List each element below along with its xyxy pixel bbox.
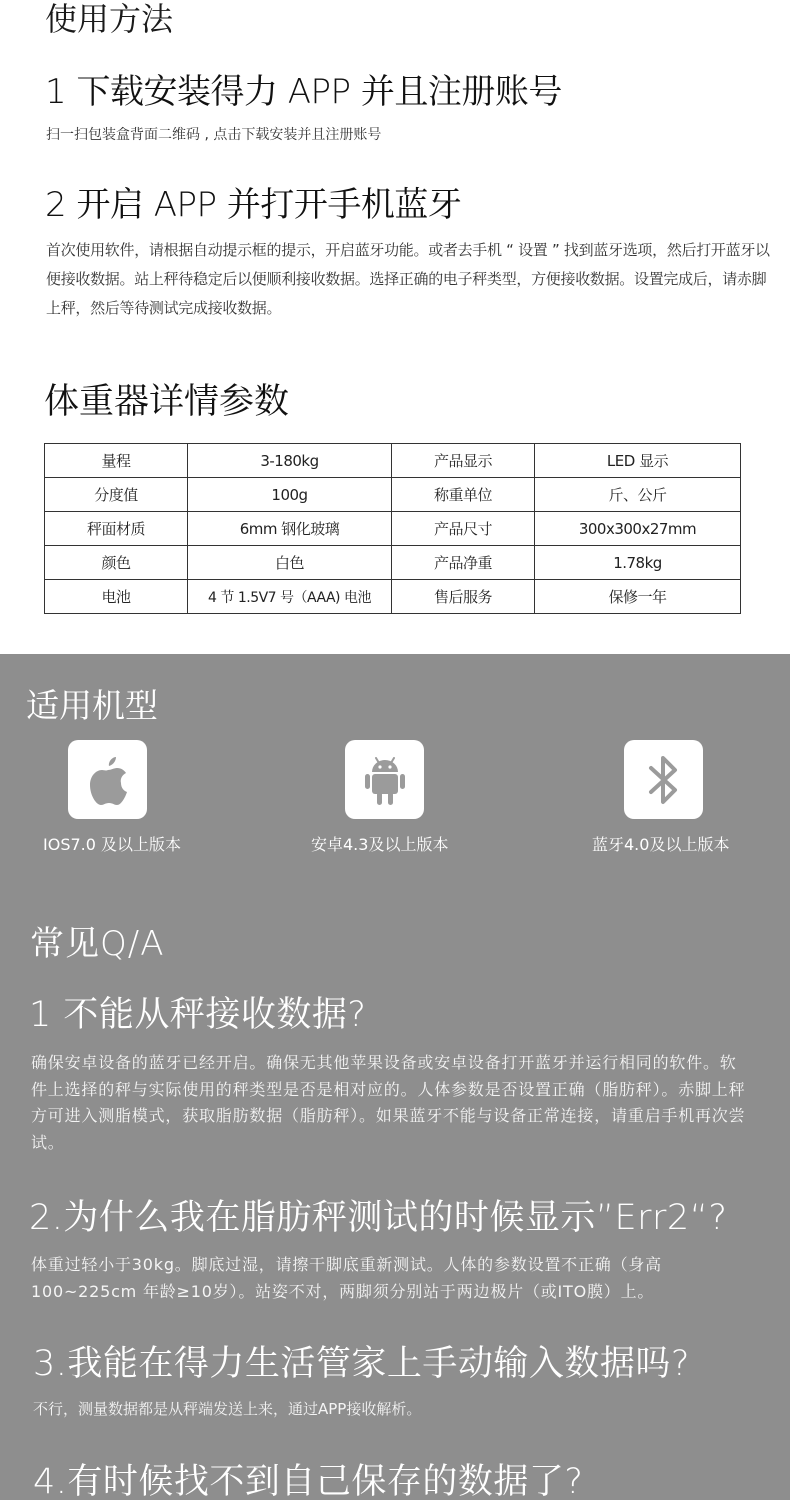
spec-table: [44, 443, 741, 614]
spec-title: 体重器详情参数: [44, 382, 290, 422]
spec-value: 4 节 1.5V7 号（AAA) 电池: [188, 580, 392, 614]
compat-faq-section: [0, 654, 790, 1500]
table-row: [45, 512, 741, 546]
bluetooth-label: 蓝牙4.0及以上版本: [592, 835, 730, 854]
spec-label: 产品净重: [392, 546, 535, 580]
faq-title: 常见Q/A: [30, 924, 165, 964]
faq-question-4: 4.有时候找不到自己保存的数据了?: [33, 1462, 584, 1502]
spec-value: LED 显示: [535, 444, 741, 478]
spec-label: 称重单位: [392, 478, 535, 512]
spec-value: 3-180kg: [188, 444, 392, 478]
spec-value: 保修一年: [535, 580, 741, 614]
step2-title: 2 开启 APP 并打开手机蓝牙: [45, 185, 462, 225]
table-row: [45, 444, 741, 478]
faq-answer-1: 确保安卓设备的蓝牙已经开启。确保无其他苹果设备或安卓设备打开蓝牙并运行相同的软件。软件上选择的秤与实际使用的秤类型是否是相对应的。人体参数是否设置正确（脂肪秤）。赤脚上秤方可进入测脂模式，获取脂肪数据（脂肪秤）。如果蓝牙不能与设备正常连接，请重启手机再次尝试。: [31, 1053, 746, 1152]
android-icon: [363, 752, 407, 808]
usage-section: [0, 0, 790, 654]
spec-value: 6mm 钢化玻璃: [188, 512, 392, 546]
spec-label: 电池: [45, 580, 188, 614]
spec-label: 颜色: [45, 546, 188, 580]
android-app-box: [345, 740, 424, 819]
faq-question-2: 2.为什么我在脂肪秤测试的时候显示”Err2“?: [29, 1198, 728, 1238]
android-label: 安卓4.3及以上版本: [311, 835, 449, 854]
apple-icon: [83, 753, 133, 807]
faq-answer-2: 体重过轻小于30kg。脚底过湿，请擦干脚底重新测试。人体的参数设置不正确（身高100~225cm 年龄≥10岁）。站姿不对，两脚须分别站于两边极片（或ITO膜）上。: [31, 1255, 662, 1301]
spec-value: 300x300x27mm: [535, 512, 741, 546]
ios-label: IOS7.0 及以上版本: [43, 835, 182, 854]
faq-question-1: 1 不能从秤接收数据?: [29, 995, 367, 1035]
spec-label: 分度值: [45, 478, 188, 512]
spec-label: 产品尺寸: [392, 512, 535, 546]
spec-label: 售后服务: [392, 580, 535, 614]
apple-app-box: [68, 740, 147, 819]
faq-question-3: 3.我能在得力生活管家上手动输入数据吗?: [33, 1344, 690, 1384]
spec-value: 白色: [188, 546, 392, 580]
compat-title: 适用机型: [26, 686, 158, 725]
step2-desc: 首次使用软件，请根据自动提示框的提示，开启蓝牙功能。或者去手机 “ 设置 ” 找到蓝牙选项，然后打开蓝牙以便接收数据。站上秤待稳定后以便顺利接收数据。选择正确的电子秤类型，方便接收数据。设置完成后，请赤脚上秤，然后等待测试完成接收数据。: [46, 241, 770, 317]
spec-label: 量程: [45, 444, 188, 478]
bluetooth-app-box: [624, 740, 703, 819]
usage-title: 使用方法: [45, 0, 174, 38]
step1-title: 1 下载安装得力 APP 并且注册账号: [45, 72, 562, 112]
spec-value: 1.78kg: [535, 546, 741, 580]
spec-value: 斤、公斤: [535, 478, 741, 512]
table-row: [45, 580, 741, 614]
spec-label: 产品显示: [392, 444, 535, 478]
step1-desc: 扫一扫包装盒背面二维码 , 点击下载安装并且注册账号: [46, 127, 382, 143]
table-row: [45, 478, 741, 512]
faq-answer-3: 不行，测量数据都是从秤端发送上来，通过APP接收解析。: [33, 1400, 422, 1418]
spec-label: 秤面材质: [45, 512, 188, 546]
table-row: [45, 546, 741, 580]
bluetooth-icon: [646, 752, 682, 808]
spec-value: 100g: [188, 478, 392, 512]
